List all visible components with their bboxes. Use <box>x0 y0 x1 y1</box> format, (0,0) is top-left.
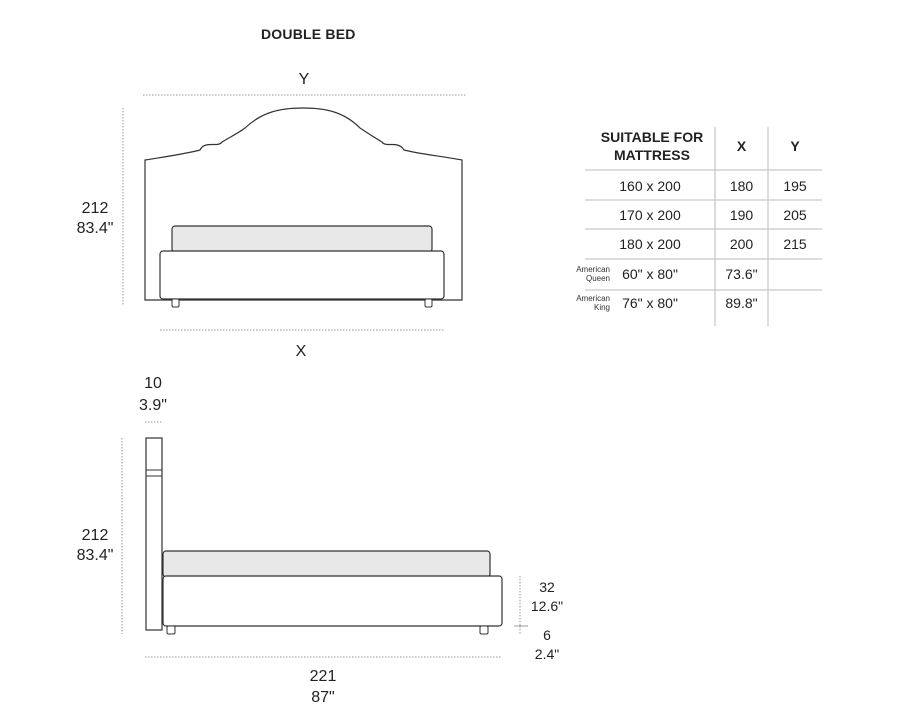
table-header-mattress-line1: SUITABLE FOR <box>600 129 704 145</box>
table-cell-mattress: 76" x 80" <box>622 295 678 311</box>
table-cell-note-line1: American <box>576 294 610 303</box>
front-bed-base <box>160 251 444 299</box>
table-header-mattress-line2: MATTRESS <box>614 147 690 163</box>
front-mattress <box>172 226 432 252</box>
table-cell-x: 180 <box>729 178 754 194</box>
table-cell-mattress: 160 x 200 <box>619 178 681 194</box>
leg-height-cm: 6 <box>543 627 551 643</box>
table-cell-x: 73.6" <box>725 266 758 282</box>
side-mattress <box>163 551 490 577</box>
table-cell-note-line2: Queen <box>585 274 610 283</box>
frame-height-cm: 32 <box>539 579 555 595</box>
x-label: X <box>295 343 307 360</box>
side-height-cm: 212 <box>81 527 109 544</box>
thickness-cm: 10 <box>144 375 162 392</box>
table-cell-x: 190 <box>729 207 754 223</box>
table-cell-mattress: 170 x 200 <box>619 207 681 223</box>
table-cell-x: 89.8" <box>725 295 758 311</box>
front-leg-right <box>425 299 432 307</box>
side-leg-right <box>480 626 488 634</box>
table-cell-note-line1: American <box>576 265 610 274</box>
table-header-x: X <box>736 138 747 154</box>
thickness-in: 3.9" <box>139 397 167 414</box>
table-header-y: Y <box>790 138 800 154</box>
side-height-in: 83.4" <box>76 547 114 564</box>
table-cell-mattress: 180 x 200 <box>619 236 681 252</box>
front-height-in: 83.4" <box>76 220 114 237</box>
table-cell-mattress: 60" x 80" <box>622 266 678 282</box>
side-leg-left <box>167 626 175 634</box>
frame-height-in: 12.6" <box>530 598 564 614</box>
front-leg-left <box>172 299 179 307</box>
y-label: Y <box>298 71 310 88</box>
table-cell-y: 195 <box>783 178 807 194</box>
length-in: 87" <box>311 689 335 706</box>
leg-height-in: 2.4" <box>534 646 560 662</box>
table-cell-note-line2: King <box>593 303 610 312</box>
length-cm: 221 <box>309 668 337 685</box>
table-cell-x: 200 <box>729 236 754 252</box>
front-height-cm: 212 <box>81 200 109 217</box>
table-cell-y: 205 <box>783 207 807 223</box>
side-headboard <box>146 438 162 630</box>
page-title: DOUBLE BED <box>261 26 356 42</box>
table-cell-y: 215 <box>783 236 807 252</box>
side-bed-base <box>163 576 502 626</box>
table-header-mattress <box>590 128 714 164</box>
